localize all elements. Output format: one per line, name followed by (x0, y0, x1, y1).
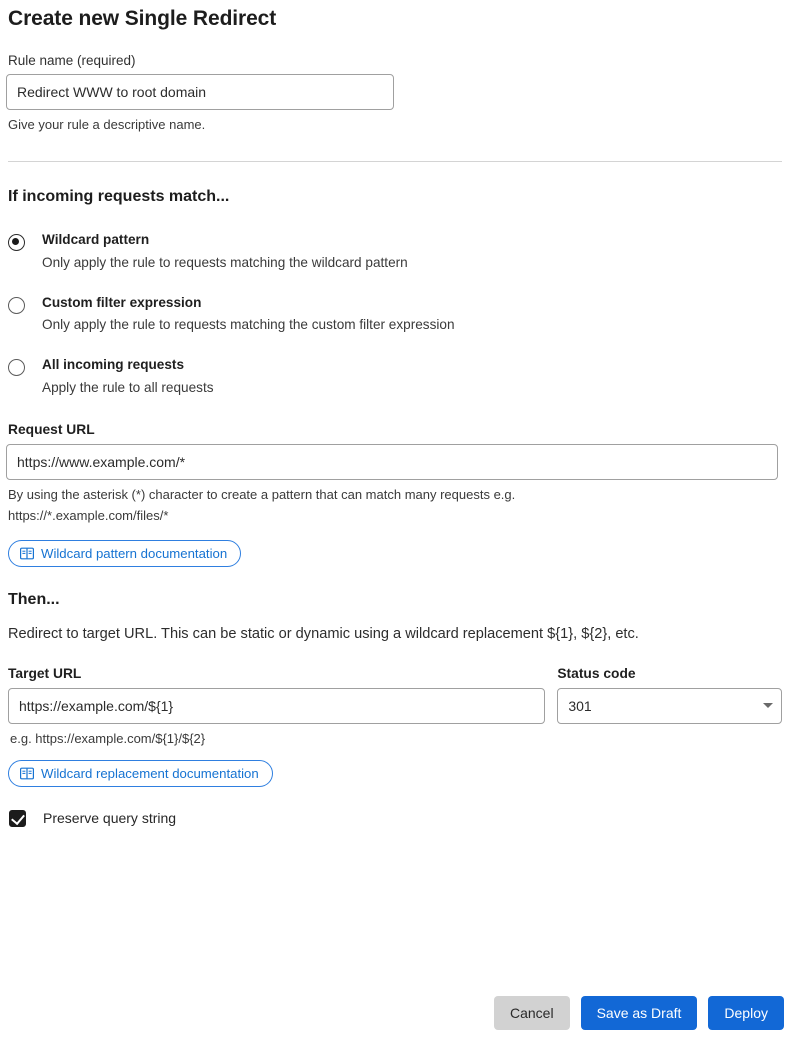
book-icon (20, 547, 34, 560)
radio-icon-custom-filter-expression[interactable] (8, 297, 25, 314)
rule-name-label: Rule name (required) (8, 53, 136, 68)
radio-label-wildcard-pattern: Wildcard pattern (42, 231, 150, 247)
preserve-query-string-label: Preserve query string (43, 810, 177, 826)
radio-option-all-incoming-requests[interactable] (6, 357, 784, 397)
form-actions (494, 996, 784, 1030)
radio-icon-wildcard-pattern[interactable] (8, 234, 25, 251)
save-as-draft-button[interactable]: Save as Draft (581, 996, 698, 1030)
wildcard-pattern-documentation-link[interactable] (8, 540, 241, 567)
page-title: Create new Single Redirect (8, 7, 277, 30)
book-icon (20, 767, 34, 780)
radio-option-wildcard-pattern[interactable] (6, 232, 784, 272)
radio-desc-wildcard-pattern: Only apply the rule to requests matching the wildcard pattern (42, 254, 408, 270)
preserve-query-string-row[interactable] (9, 810, 784, 827)
target-url-input[interactable] (8, 688, 545, 724)
radio-label-all-incoming-requests: All incoming requests (42, 357, 185, 373)
match-radio-group (6, 232, 784, 397)
rule-name-hint: Give your rule a descriptive name. (8, 117, 206, 132)
radio-option-custom-filter-expression[interactable] (6, 295, 784, 335)
section-divider (8, 161, 782, 162)
wildcard-pattern-documentation-label: Wildcard pattern documentation (41, 545, 228, 561)
single-redirect-form (0, 7, 790, 827)
rule-name-input[interactable] (6, 74, 394, 110)
then-section-description: Redirect to target URL. This can be static or dynamic using a wildcard replacement ${1}, ${2}, etc. (8, 625, 639, 642)
preserve-query-string-checkbox[interactable] (9, 810, 26, 827)
target-and-status-row (6, 666, 784, 724)
request-url-hint-line2: https://*.example.com/files/* (8, 507, 169, 523)
wildcard-replacement-documentation-link[interactable] (8, 760, 273, 787)
request-url-input[interactable] (6, 444, 778, 480)
status-code-label: Status code (557, 665, 636, 681)
cancel-button[interactable]: Cancel (494, 996, 570, 1030)
radio-desc-custom-filter-expression: Only apply the rule to requests matching the custom filter expression (42, 317, 455, 333)
status-code-select[interactable] (557, 688, 782, 724)
request-url-label: Request URL (8, 421, 95, 437)
deploy-button[interactable]: Deploy (708, 996, 784, 1030)
radio-label-custom-filter-expression: Custom filter expression (42, 294, 202, 310)
radio-desc-all-incoming-requests: Apply the rule to all requests (42, 380, 214, 396)
match-section-heading: If incoming requests match... (8, 187, 230, 205)
wildcard-replacement-documentation-label: Wildcard replacement documentation (41, 765, 259, 781)
request-url-hint-line1: By using the asterisk (*) character to create a pattern that can match many requests e.g. (8, 486, 516, 502)
target-url-label: Target URL (8, 665, 82, 681)
target-url-hint: e.g. https://example.com/${1}/${2} (10, 730, 206, 746)
then-section-heading: Then... (8, 590, 60, 608)
radio-icon-all-incoming-requests[interactable] (8, 359, 25, 376)
